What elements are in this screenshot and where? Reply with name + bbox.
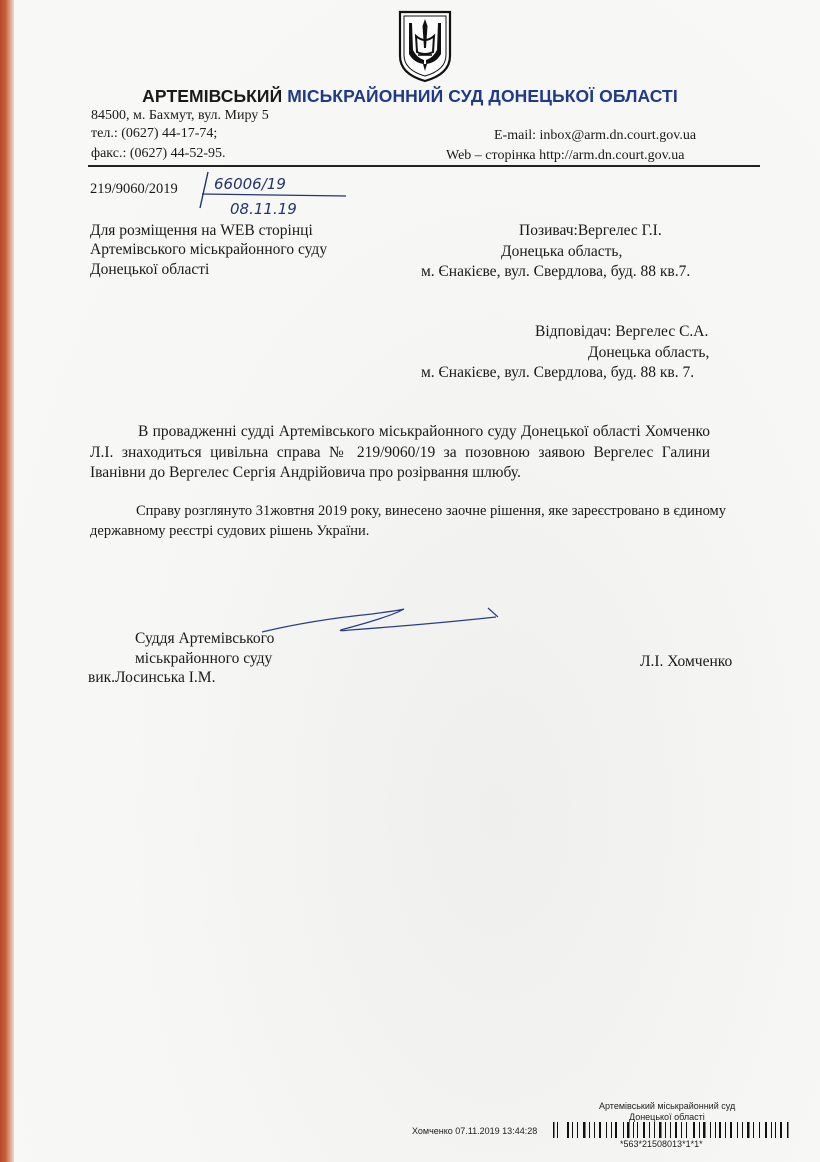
recipient-line-2: Артемівського міськрайонного суду xyxy=(90,241,328,258)
court-email: E-mail: inbox@arm.dn.court.gov.ua xyxy=(494,128,697,143)
court-phone: тел.: (0627) 44-17-74; xyxy=(91,126,218,141)
court-address: 84500, м. Бахмут, вул. Миру 5 xyxy=(91,108,269,123)
court-website: Web – сторінка http://arm.dn.court.gov.ua xyxy=(446,148,685,163)
footer-court-line-1: Артемівський міськрайонний суд xyxy=(599,1101,736,1111)
handwritten-registration-number: 66006/19 xyxy=(214,175,286,193)
recipient-line-3: Донецької області xyxy=(90,261,210,278)
barcode-code: *563*21508013*1*1* xyxy=(620,1139,703,1149)
recipient-line-1: Для розміщення на WEB сторінці xyxy=(90,222,313,239)
defendant-address: м. Єнакієве, вул. Свердлова, буд. 88 кв. 7. xyxy=(421,364,695,381)
plaintiff-region: Донецька область, xyxy=(501,243,623,260)
handwritten-registration-date: 08.11.19 xyxy=(230,200,297,218)
defendant-region: Донецька область, xyxy=(588,344,710,361)
footer-court-line-2: Донецької області xyxy=(629,1112,705,1122)
coat-of-arms-icon xyxy=(396,8,454,84)
scan-edge xyxy=(0,0,14,1162)
plaintiff-address: м. Єнакієве, вул. Свердлова, буд. 88 кв.7. xyxy=(421,263,691,280)
court-name-part1: АРТЕМІВСЬКИЙ xyxy=(142,86,283,106)
defendant-name: Відповідач: Вергелес С.А. xyxy=(535,323,709,340)
executor-name: вик.Лосинська І.М. xyxy=(88,669,216,686)
judge-position-line-2: міськрайонного суду xyxy=(135,650,273,667)
plaintiff-name: Позивач:Вергелес Г.І. xyxy=(519,222,662,239)
header-divider xyxy=(88,165,760,167)
decision-paragraph: Справу розглянуто 31жовтня 2019 року, винесено заочне рішення, яке зареєстровано в єдиному державному реєстрі судових рішень України. xyxy=(90,503,726,539)
court-name-part2: МІСЬКРАЙОННИЙ СУД ДОНЕЦЬКОЇ ОБЛАСТІ xyxy=(287,86,678,106)
paper xyxy=(14,0,820,1162)
court-title xyxy=(0,86,820,107)
case-number: 219/9060/2019 xyxy=(90,181,178,197)
judge-name: Л.І. Хомченко xyxy=(640,653,733,670)
footer-stamp-text: Хомченко 07.11.2019 13:44:28 xyxy=(412,1126,538,1136)
barcode-icon xyxy=(553,1122,791,1138)
case-paragraph: В провадженні судді Артемівського міськрайонного суду Донецької області Хомченко Л.І. знаходиться цивільна справа № 219/9060/19 за позовною заявою Вергелес Галини Іванівни до Вергелес Сергія Андрійовича про розірвання шлюбу. xyxy=(90,423,710,481)
court-fax: факс.: (0627) 44-52-95. xyxy=(91,146,226,161)
judge-position-line-1: Суддя Артемівського xyxy=(135,630,275,647)
signature-scribble xyxy=(252,600,512,640)
